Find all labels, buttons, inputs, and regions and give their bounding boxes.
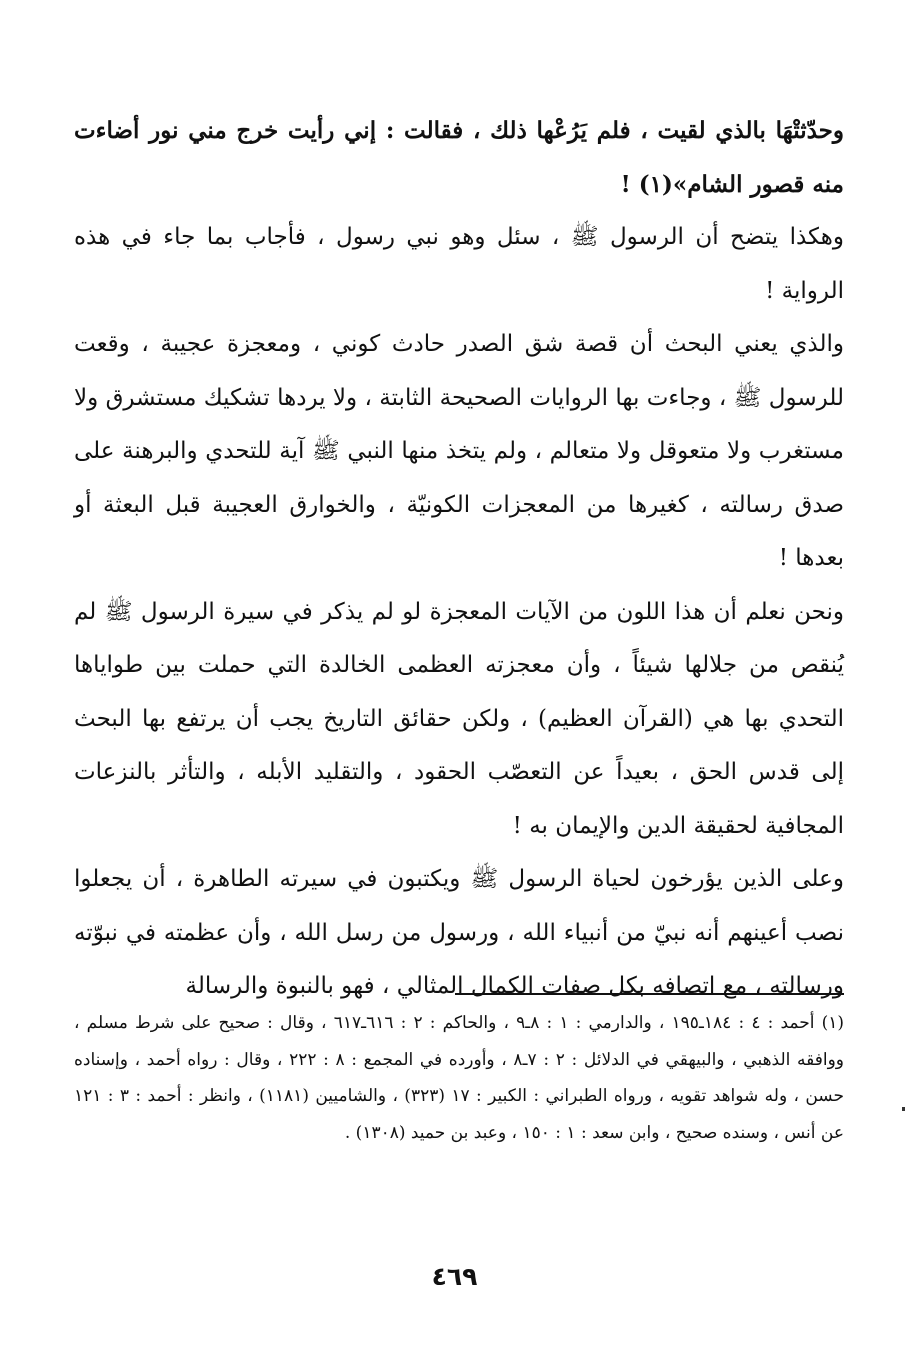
paragraph-conclusion: وهكذا يتضح أن الرسول ﷺ ، سئل وهو نبي رسول ، فأجاب بما جاء في هذه الرواية !: [74, 224, 844, 304]
paragraph-chest-splitting: والذي يعني البحث أن قصة شق الصدر حادث كوني ، ومعجزة عجيبة ، وقعت للرسول ﷺ ، وجاءت بها الروايات الصحيحة الثابتة ، ولا يردها تشكيك مستشرق ولا مستغرب ولا متعوقل ولا متعالم ، ولم يتخذ منها النبي ﷺ آية للتحدي والبرهنة على صدق رسالته ، كغيرها من المعجزات الكونيّة ، والخوارق العجيبة قبل البعثة أو بعدها !: [74, 331, 844, 571]
body-text: [74, 104, 844, 1014]
scan-edge-mark: [902, 1107, 905, 1111]
paragraph-hadith-quote: وحدّثتْهَا بالذي لقيت ، فلم يَرُعْها ذلك ، فقالت : إني رأيت خرج مني نور أضاءت منه قصور الشام»(١) !: [74, 117, 844, 198]
paragraph-biographers: وعلى الذين يؤرخون لحياة الرسول ﷺ ويكتبون في سيرته الطاهرة ، أن يجعلوا نصب أعينهم أنه نبيّ من أنبياء الله ، ورسول من رسل الله ، وأن عظمته في نبوّته ورسالته ، مع اتصافه بكل صفات الكمال المثالي ، فهو بالنبوة والرسالة: [74, 866, 844, 999]
footnote-divider: [455, 993, 844, 995]
page-number: ٤٦٩: [431, 1262, 478, 1291]
footnote: (١) أحمد : ٤ : ١٨٤ـ١٩٥ ، والدارمي : ١ : ٨ـ٩ ، والحاكم : ٢ : ٦١٦ـ٦١٧ ، وقال : صحيح على شرط مسلم ، ووافقه الذهبي ، والبيهقي في الدلائل : ٢ : ٧ـ٨ ، وأورده في المجمع : ٨ : ٢٢٢ ، وقال : رواه أحمد ، وإسناده حسن ، وله شواهد تقويه ، ورواه الطبراني : الكبير : ١٧ (٣٢٣) ، والشاميين (١١٨١) ، وانظر : أحمد : ٣ : ١٢١ عن أنس ، وسنده صحيح ، وابن سعد : ١ : ١٥٠ ، وعبد بن حميد (١٣٠٨) .: [74, 1013, 845, 1143]
paragraph-quran-miracle: ونحن نعلم أن هذا اللون من الآيات المعجزة لو لم يذكر في سيرة الرسول ﷺ لم يُنقص من جلالها شيئاً ، وأن معجزته العظمى الخالدة التي حملت بين طواياها التحدي بها هي (القرآن العظيم) ، ولكن حقائق التاريخ يجب أن يرتفع بها البحث إلى قدس الحق ، بعيداً عن التعصّب الحقود ، والتقليد الأبله ، والتأثر بالنزعات المجافية لحقيقة الدين والإيمان به !: [74, 598, 844, 839]
